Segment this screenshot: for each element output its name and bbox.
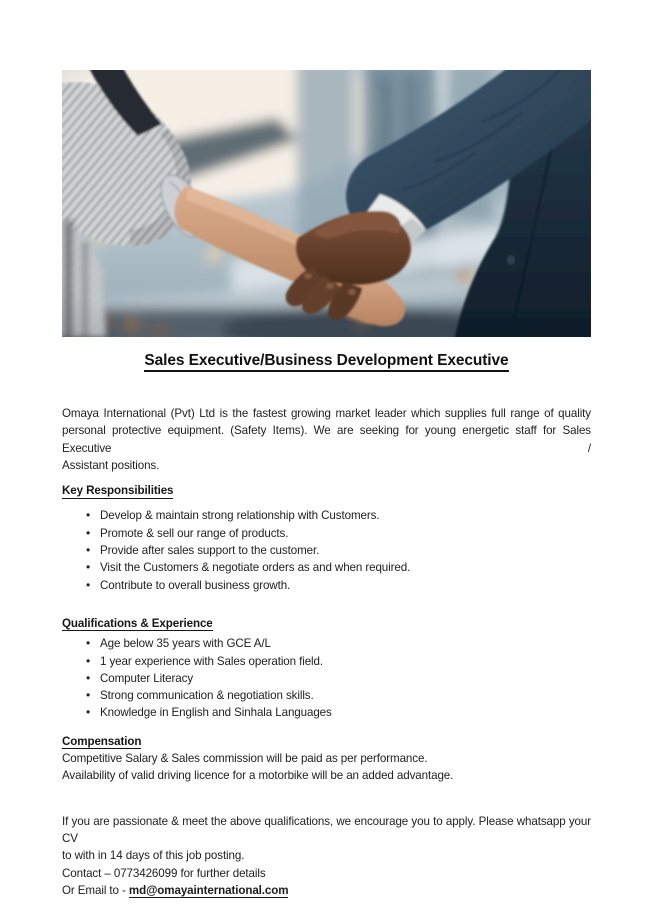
contact-line: Contact – 0773426099 for further details — [62, 866, 266, 880]
responsibilities-list — [62, 507, 591, 593]
email-line — [62, 882, 591, 899]
intro-line: Omaya International (Pvt) Ltd is the fastest growing market leader which supplies full range of quality — [62, 407, 591, 420]
intro-line: Assistant positions. — [62, 458, 160, 472]
section-heading-qualifications: Qualifications & Experience — [62, 616, 213, 630]
compensation-paragraph — [62, 750, 591, 785]
document-body — [62, 337, 591, 899]
email-prefix: Or Email to - — [62, 883, 129, 897]
apply-paragraph — [62, 813, 591, 865]
handshake-photo — [62, 70, 591, 337]
list-item: • Age below 35 years with GCE A/L — [62, 635, 591, 652]
intro-line: personal protective equipment. (Safety Items). We are seeking for young energetic staff for Sales Executive / — [62, 424, 591, 455]
list-item: • Develop & maintain strong relationship with Customers. — [62, 507, 591, 524]
list-item: • Promote & sell our range of products. — [62, 525, 591, 542]
page-title — [62, 350, 591, 372]
compensation-line: Availability of valid driving licence for a motorbike will be an added advantage. — [62, 769, 454, 783]
handshake-illustration — [62, 70, 591, 337]
email-link[interactable]: md@omayainternational.com — [128, 883, 289, 897]
apply-line: If you are passionate & meet the above qualifications, we encourage you to apply. Please whatsapp your CV — [62, 814, 591, 845]
intro-paragraph — [62, 405, 591, 474]
list-item: • Provide after sales support to the customer. — [62, 542, 591, 559]
qualifications-list — [62, 635, 591, 721]
section-heading-responsibilities: Key Responsibilities — [62, 484, 174, 498]
compensation-line: Competitive Salary & Sales commission will be paid as per performance. — [62, 752, 428, 766]
page-title-text: Sales Executive/Business Development Executive — [144, 352, 508, 372]
list-item: • Strong communication & negotiation skills. — [62, 687, 591, 704]
list-item: • Computer Literacy — [62, 670, 591, 687]
apply-line: to with in 14 days of this job posting. — [62, 849, 245, 863]
section-heading-compensation: Compensation — [62, 734, 142, 748]
list-item: • 1 year experience with Sales operation field. — [62, 653, 591, 670]
closing-block — [62, 813, 591, 899]
list-item: • Knowledge in English and Sinhala Languages — [62, 704, 591, 721]
list-item: • Visit the Customers & negotiate orders as and when required. — [62, 559, 591, 576]
list-item: • Contribute to overall business growth. — [62, 577, 591, 594]
